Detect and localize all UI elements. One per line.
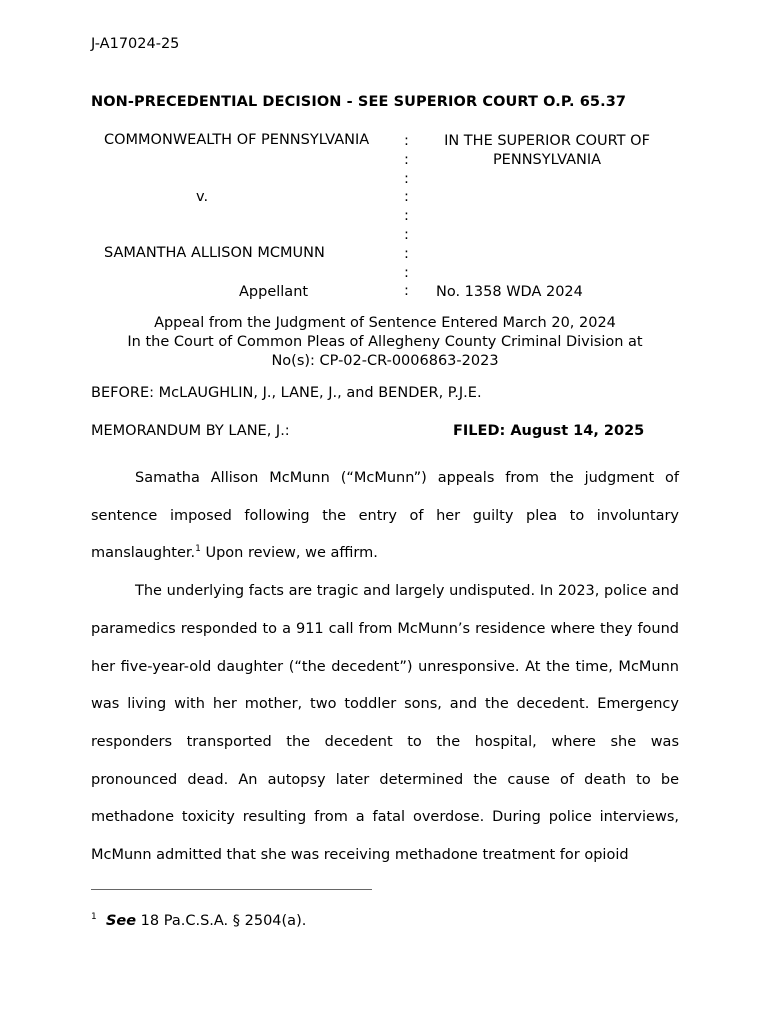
caption-colon: : bbox=[404, 133, 409, 149]
caption-colon: : bbox=[404, 208, 409, 225]
filed-date: FILED: August 14, 2025 bbox=[453, 423, 645, 439]
footnote-divider bbox=[91, 889, 372, 890]
docket-id: J-A17024-25 bbox=[91, 36, 180, 52]
court-name bbox=[430, 132, 664, 170]
caption-colon: : bbox=[404, 170, 409, 187]
panel-line: BEFORE: McLAUGHLIN, J., LANE, J., and BENDER, P.J.E. bbox=[91, 385, 482, 401]
caption-colon: : bbox=[404, 151, 409, 168]
footnote-reference[interactable]: 1 bbox=[195, 544, 201, 555]
caption-versus: v. bbox=[196, 189, 209, 205]
appeal-line3: No(s): CP-02-CR-0006863-2023 bbox=[271, 353, 499, 369]
paragraph-text: Samatha Allison McMunn (“McMunn”) appeals from the judgment of sentence imposed following the entry of her guilty plea to involuntary manslaughter. bbox=[91, 470, 679, 562]
caption-colon: : bbox=[404, 283, 409, 300]
caption-role: Appellant bbox=[239, 284, 309, 300]
caption-plaintiff: COMMONWEALTH OF PENNSYLVANIA bbox=[104, 132, 370, 148]
paragraph-text: Upon review, we affirm. bbox=[200, 545, 378, 562]
docket-number: No. 1358 WDA 2024 bbox=[436, 284, 583, 300]
caption-colon: : bbox=[404, 189, 409, 206]
paragraph: The underlying facts are tragic and largely undisputed. In 2023, police and paramedics responded to a 911 call from McMunn’s residence where they found her five-year-old daughter (“the decedent”) unresponsive. At the time, McMunn was living with her mother, two toddler sons, and the decedent. Emergency responders transported the decedent to the hospital, where she was pronounced dead. An autopsy later determined the cause of death to be methadone toxicity resulting from a fatal overdose. During police interviews, McMunn admitted that she was receiving methadone treatment for opioid bbox=[91, 583, 679, 864]
footnote-signal: See bbox=[105, 913, 137, 929]
caption-defendant: SAMANTHA ALLISON MCMUNN bbox=[104, 245, 325, 261]
caption-divider bbox=[404, 132, 414, 301]
caption-colon: : bbox=[404, 264, 409, 281]
caption-colon: : bbox=[404, 245, 409, 262]
footnote-marker: 1 bbox=[91, 912, 97, 922]
appeal-line2: In the Court of Common Pleas of Allegheny County Criminal Division at bbox=[127, 334, 643, 350]
appeal-description bbox=[100, 314, 670, 371]
footnote bbox=[91, 913, 306, 929]
court-name-line1: IN THE SUPERIOR COURT OF bbox=[444, 133, 650, 149]
memorandum-body bbox=[91, 460, 679, 875]
non-precedential-banner: NON-PRECEDENTIAL DECISION - SEE SUPERIOR COURT O.P. 65.37 bbox=[91, 94, 627, 110]
paragraph bbox=[91, 460, 679, 573]
memorandum-author: MEMORANDUM BY LANE, J.: bbox=[91, 423, 290, 439]
caption-colon: : bbox=[404, 226, 409, 243]
appeal-line1: Appeal from the Judgment of Sentence Entered March 20, 2024 bbox=[154, 315, 616, 331]
court-name-line2: PENNSYLVANIA bbox=[492, 152, 602, 168]
footnote-citation: 18 Pa.C.S.A. § 2504(a). bbox=[136, 913, 307, 929]
